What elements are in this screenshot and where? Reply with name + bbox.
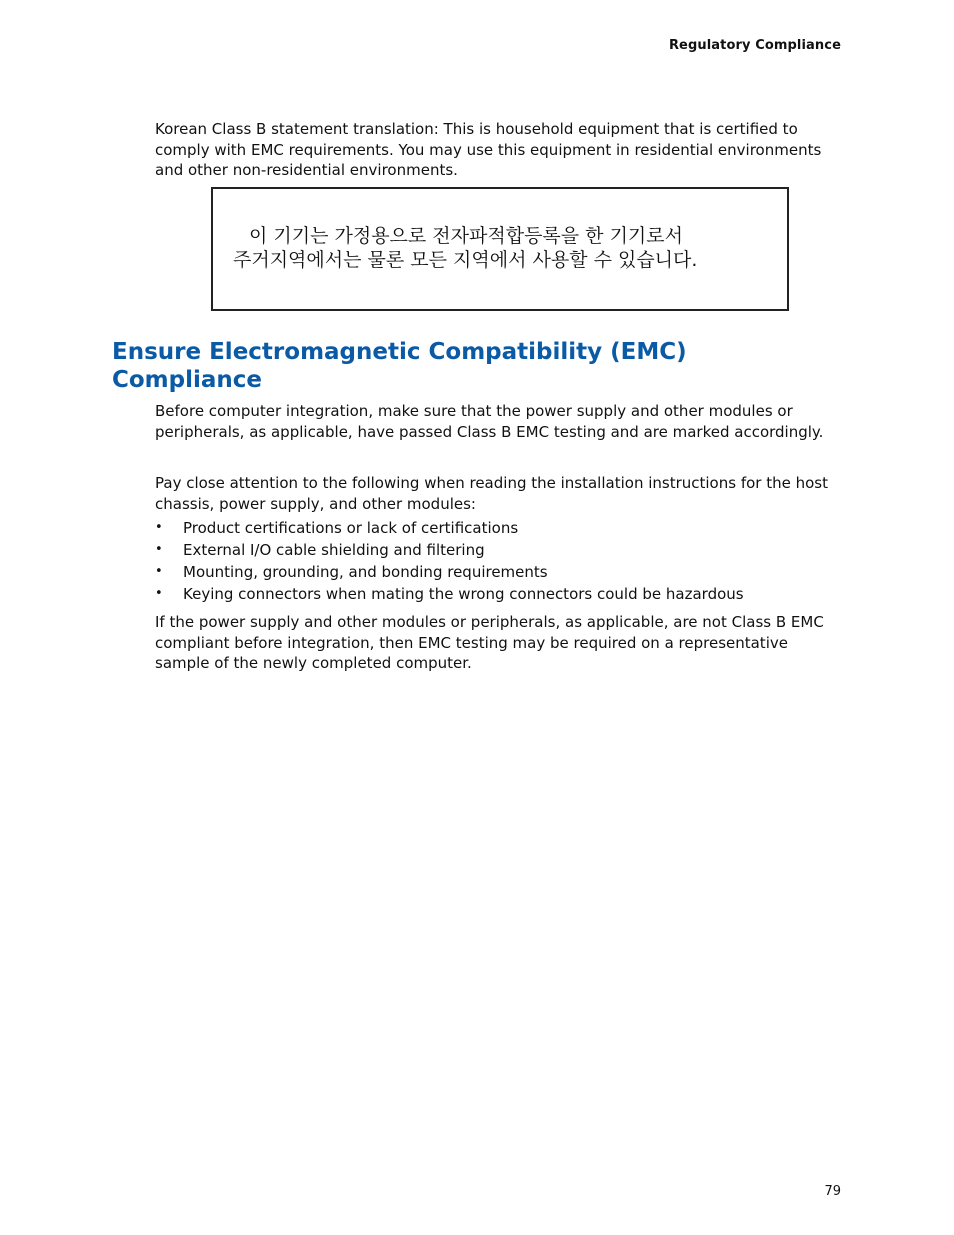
- list-item: [155, 583, 845, 605]
- korean-statement-box: [211, 187, 789, 311]
- list-item-text: External I/O cable shielding and filtering: [183, 541, 485, 559]
- korean-statement-intro: Korean Class B statement translation: This is household equipment that is certified to comply with EMC requirements. You may use this equipment in residential environments and other non-residential environments.: [155, 120, 822, 179]
- list-item: [155, 539, 845, 561]
- page-number: 79: [824, 1184, 841, 1199]
- running-header-title: Regulatory Compliance: [668, 38, 841, 53]
- list-item: [155, 517, 845, 539]
- requirements-list: [155, 517, 845, 605]
- korean-statement-line-2: 주거지역에서는 물론 모든 지역에서 사용할 수 있습니다.: [233, 249, 698, 271]
- bullet-icon: •: [155, 542, 163, 557]
- paragraph-integration: Before computer integration, make sure that the power supply and other modules or peripherals, as applicable, have passed Class B EMC testing and are marked accordingly.: [155, 402, 824, 441]
- bullet-icon: •: [155, 520, 163, 535]
- paragraph-not-compliant: If the power supply and other modules or peripherals, as applicable, are not Class B EMC compliant before integration, then EMC testing may be required on a representative sample of the newly completed computer.: [155, 613, 824, 672]
- bullet-icon: •: [155, 586, 163, 601]
- bullet-icon: •: [155, 564, 163, 579]
- paragraph-attention: Pay close attention to the following when reading the installation instructions for the host chassis, power supply, and other modules:: [155, 474, 828, 513]
- list-item-text: Keying connectors when mating the wrong connectors could be hazardous: [183, 585, 744, 603]
- list-item-text: Mounting, grounding, and bonding requirements: [183, 563, 548, 581]
- list-item-text: Product certifications or lack of certifications: [183, 519, 519, 537]
- korean-statement-line-1: 이 기기는 가정용으로 전자파적합등록을 한 기기로서: [249, 225, 683, 247]
- section-heading: Ensure Electromagnetic Compatibility (EMC) Compliance: [112, 339, 687, 393]
- list-item: [155, 561, 845, 583]
